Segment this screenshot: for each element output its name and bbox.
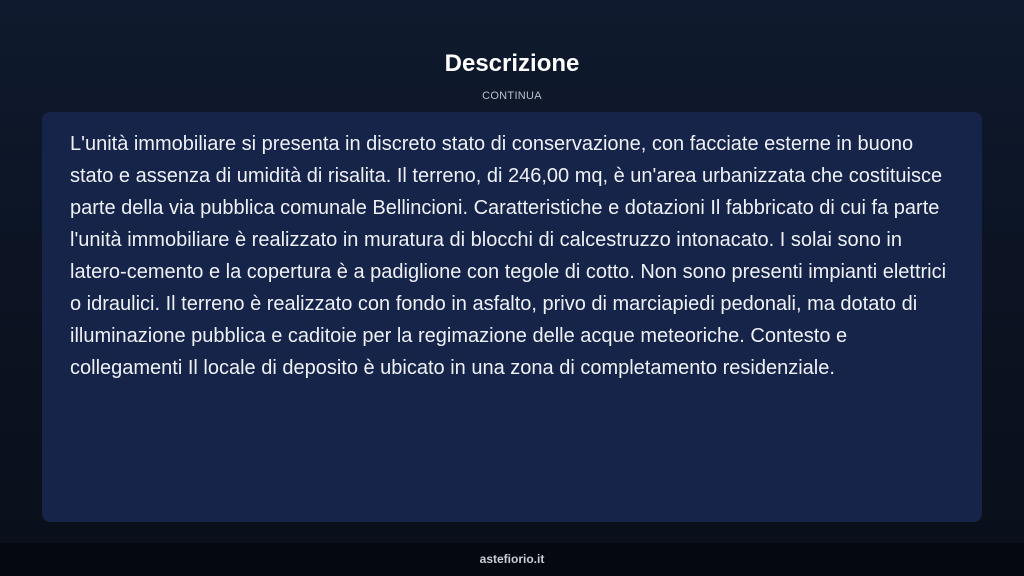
description-card: [42, 112, 982, 522]
footer-bar: [0, 543, 1024, 576]
description-text: L'unità immobiliare si presenta in discreto stato di conservazione, con facciate esterne in buono stato e assenza di umidità di risalita. Il terreno, di 246,00 mq, è un'area urbanizzata che costituisce parte della via pubblica comunale Bellincioni. Caratteristiche e dotazioni Il fabbricato di cui fa parte l'unità immobiliare è realizzato in muratura di blocchi di calcestruzzo intonacato. I solai sono in latero-cemento e la copertura è a padiglione con tegole di cotto. Non sono presenti impianti elettrici o idraulici. Il terreno è realizzato con fondo in asfalto, privo di marciapiedi pedonali, ma dotato di illuminazione pubblica e caditoie per la regimazione delle acque meteoriche. Contesto e collegamenti Il locale di deposito è ubicato in una zona di completamento residenziale.: [70, 133, 947, 379]
footer-site-label: astefiorio.it: [479, 552, 545, 566]
continue-link[interactable]: CONTINUA: [482, 90, 542, 102]
page-title: Descrizione: [444, 50, 580, 77]
